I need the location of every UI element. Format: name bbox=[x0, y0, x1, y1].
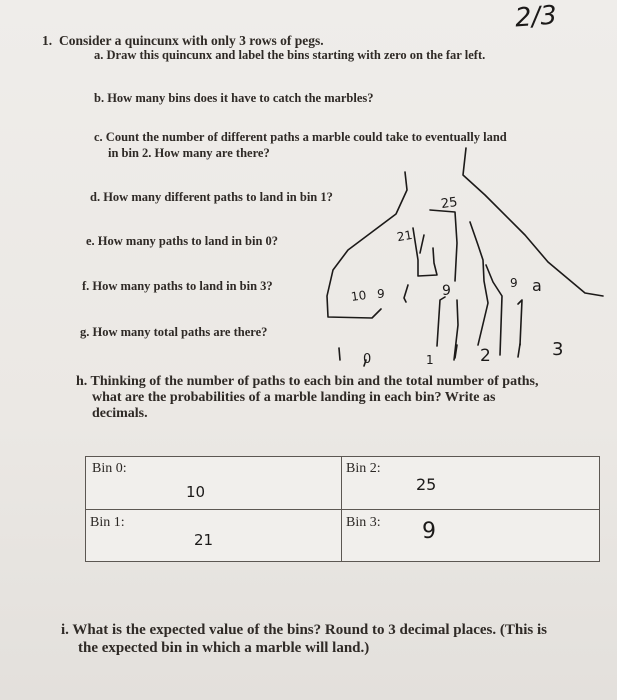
drawing-stroke bbox=[518, 344, 520, 357]
part-h-line1: h. Thinking of the number of paths to each bin and the total number of paths, bbox=[76, 374, 539, 389]
bin-0-answer[interactable]: 10 bbox=[186, 483, 206, 501]
drawing-stroke bbox=[470, 222, 488, 345]
question-prompt: Consider a quincunx with only 3 rows of pegs. bbox=[59, 33, 324, 48]
part-i-line2: the expected bin in which a marble will land.) bbox=[78, 640, 370, 656]
drawing-label-9b: 9 bbox=[442, 283, 451, 299]
part-b: b. How many bins does it have to catch the marbles? bbox=[94, 91, 374, 105]
drawing-label-10: 10 bbox=[350, 288, 368, 304]
part-d: d. How many different paths to land in bin 1? bbox=[90, 190, 333, 204]
bin-3-label: Bin 3: bbox=[346, 515, 381, 530]
handwritten-score: 2/3 bbox=[514, 0, 558, 34]
bin-3-answer[interactable]: 9 bbox=[422, 519, 436, 544]
bin-1-answer[interactable]: 21 bbox=[194, 531, 214, 549]
drawing-bin-1: 1 bbox=[426, 353, 434, 367]
part-c-line1: c. Count the number of different paths a marble could take to eventually land bbox=[94, 130, 507, 144]
drawing-bin-3: 3 bbox=[552, 339, 564, 360]
bin-2-label: Bin 2: bbox=[346, 461, 381, 476]
bin-2-answer[interactable]: 25 bbox=[416, 475, 437, 494]
drawing-label-9d: a bbox=[532, 276, 542, 295]
part-e: e. How many paths to land in bin 0? bbox=[86, 234, 279, 248]
part-a: a. Draw this quincunx and label the bins starting with zero on the far left. bbox=[94, 48, 486, 62]
drawing-bin-2: 2 bbox=[480, 346, 491, 366]
drawing-label-25: 25 bbox=[440, 194, 459, 213]
probability-table bbox=[85, 456, 600, 562]
part-h-line2: what are the probabilities of a marble landing in each bin? Write as bbox=[92, 390, 496, 405]
drawing-stroke bbox=[518, 300, 522, 345]
bin-1-label: Bin 1: bbox=[90, 515, 125, 530]
part-c-line2: in bin 2. How many are there? bbox=[108, 146, 270, 160]
drawing-stroke bbox=[486, 265, 502, 355]
table-horizontal-divider bbox=[86, 509, 599, 510]
drawing-stroke bbox=[339, 348, 340, 360]
drawing-label-9a: 9 bbox=[377, 287, 385, 301]
drawing-stroke bbox=[327, 172, 407, 318]
drawing-stroke bbox=[430, 210, 457, 281]
part-f: f. How many paths to land in bin 3? bbox=[82, 279, 273, 293]
drawing-stroke bbox=[420, 235, 424, 253]
part-h-line3: decimals. bbox=[92, 406, 148, 421]
drawing-label-9c: 9 bbox=[510, 276, 518, 290]
part-g: g. How many total paths are there? bbox=[80, 325, 268, 339]
bin-0-label: Bin 0: bbox=[92, 461, 127, 476]
drawing-stroke bbox=[413, 228, 437, 276]
drawing-label-21: 21 bbox=[395, 227, 414, 245]
part-i-line1: i. What is the expected value of the bins? Round to 3 decimal places. (This is bbox=[61, 622, 547, 638]
drawing-bin-0: 0 bbox=[363, 352, 372, 367]
drawing-stroke bbox=[404, 285, 408, 302]
drawing-stroke bbox=[437, 297, 445, 346]
question-number: 1. bbox=[42, 33, 53, 48]
